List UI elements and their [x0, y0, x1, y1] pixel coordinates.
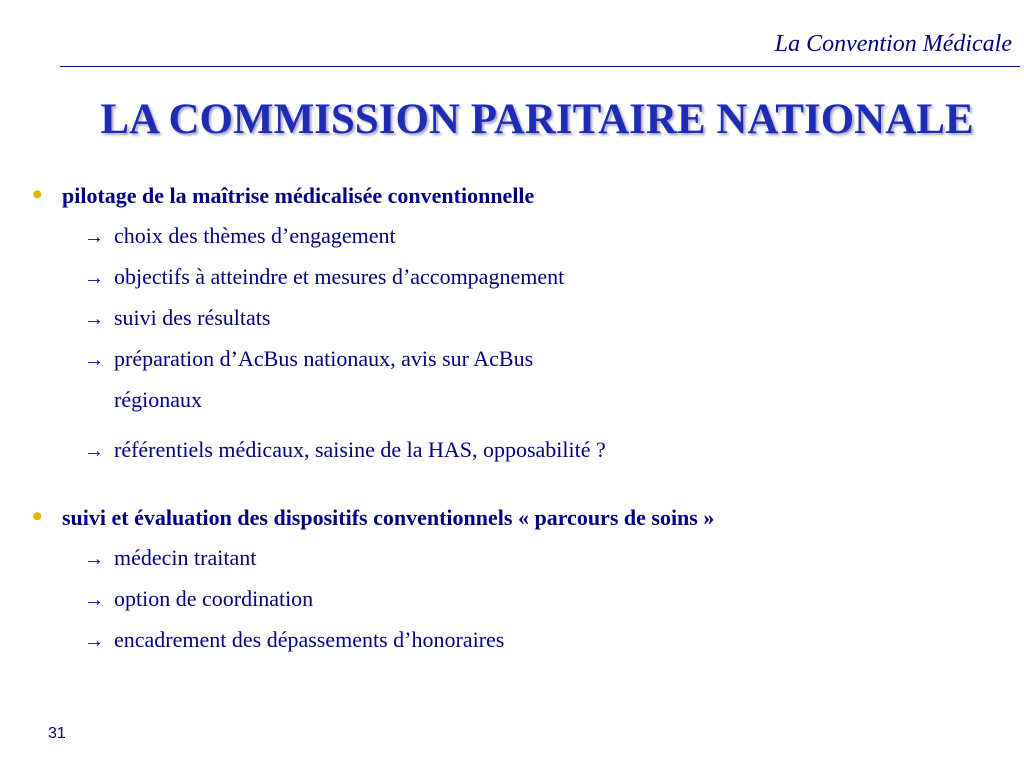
list-item	[84, 588, 313, 610]
section-heading-suivi: suivi et évaluation des dispositifs conventionnels « parcours de soins »	[62, 505, 715, 530]
list-item-text: encadrement des dépassements d’honoraires	[114, 627, 505, 652]
list-item-text: médecin traitant	[114, 545, 257, 570]
list-item	[84, 547, 256, 569]
section-heading-pilotage: pilotage de la maîtrise médicalisée conventionnelle	[62, 183, 535, 208]
list-item	[84, 225, 396, 247]
arrow-right-icon: →	[84, 440, 104, 462]
arrow-right-icon: →	[84, 349, 104, 371]
arrow-right-icon: →	[84, 226, 104, 248]
list-item-text: choix des thèmes d’engagement	[114, 223, 396, 248]
list-item-text: préparation d’AcBus nationaux, avis sur AcBus	[114, 346, 534, 371]
arrow-right-icon: →	[84, 308, 104, 330]
header-title: La Convention Médicale	[774, 31, 1012, 57]
list-item	[84, 629, 504, 651]
list-item-text: objectifs à atteindre et mesures d’accompagnement	[114, 264, 565, 289]
list-item	[84, 439, 606, 461]
arrow-right-icon: →	[84, 630, 104, 652]
list-item-continuation: régionaux	[114, 387, 202, 412]
list-item	[84, 307, 270, 329]
arrow-right-icon: →	[84, 267, 104, 289]
list-item-text: option de coordination	[114, 586, 314, 611]
arrow-right-icon: →	[84, 548, 104, 570]
slide-title: LA COMMISSION PARITAIRE NATIONALE	[100, 96, 974, 143]
bullet-icon: •	[32, 178, 43, 211]
bullet-icon: •	[32, 500, 43, 533]
list-item-text: référentiels médicaux, saisine de la HAS, opposabilité ?	[114, 437, 606, 462]
page-number: 31	[48, 725, 66, 742]
header-divider	[60, 66, 1020, 67]
list-item	[84, 266, 564, 288]
list-item	[84, 348, 533, 370]
arrow-right-icon: →	[84, 589, 104, 611]
list-item-text: suivi des résultats	[114, 305, 271, 330]
